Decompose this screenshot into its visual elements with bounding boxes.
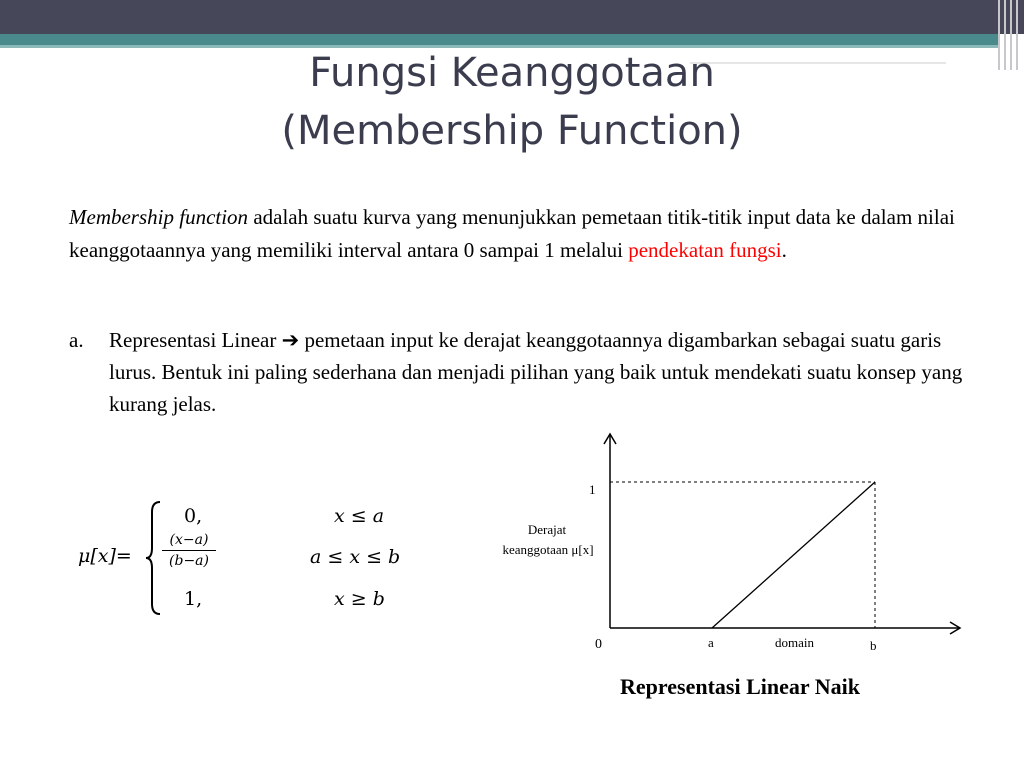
- title-line-1: Fungsi Keanggotaan: [309, 50, 715, 96]
- graph-caption: Representasi Linear Naik: [620, 674, 860, 699]
- y-axis-label-2: keanggotaan μ[x]: [502, 542, 594, 557]
- x-tick-b: b: [870, 638, 877, 653]
- case3-value: 1,: [184, 588, 203, 610]
- fraction-numerator: (x−a): [169, 532, 209, 548]
- list-item-a: [69, 324, 979, 420]
- membership-line: [712, 482, 875, 628]
- case2-fraction: [162, 532, 216, 569]
- intro-term: Membership function: [69, 205, 249, 229]
- intro-end: .: [781, 238, 787, 262]
- intro-paragraph: [69, 201, 969, 267]
- item-lead: Representasi Linear: [109, 328, 282, 352]
- intro-text: adalah suatu kurva yang menunjukkan pemetaan titik-titik input data ke dalam nilai keanggotaannya yang memiliki interval antara 0 sampai 1 melalui: [69, 205, 955, 262]
- fraction-denominator: (b−a): [169, 553, 209, 569]
- title-line-2: (Membership Function): [281, 108, 743, 154]
- linear-membership-graph: [480, 428, 970, 660]
- left-brace-icon: [144, 500, 162, 616]
- case2-condition: a ≤ x ≤ b: [310, 546, 401, 568]
- list-marker: a.: [69, 328, 84, 352]
- header-bar: [0, 0, 1024, 34]
- intro-highlight: pendekatan fungsi: [628, 238, 782, 262]
- x-axis-label: domain: [775, 635, 814, 650]
- membership-formula: [78, 500, 438, 620]
- arrow-icon: ➔: [281, 328, 300, 352]
- item-text: pemetaan input ke derajat keanggotaannya digambarkan sebagai suatu garis lurus. Bentuk ini paling sederhana dan menjadi pilihan yang baik untuk mendekati suatu konsep yang kurang jelas.: [109, 328, 963, 416]
- slide-title: [150, 44, 874, 160]
- origin-label: 0: [595, 637, 602, 652]
- formula-lhs: μ[x]=: [78, 545, 132, 567]
- case1-value: 0,: [184, 505, 203, 527]
- corner-decoration: [994, 0, 1024, 70]
- x-tick-a: a: [708, 635, 714, 650]
- case1-condition: x ≤ a: [334, 505, 385, 527]
- case3-condition: x ≥ b: [334, 588, 385, 610]
- y-axis-label-1: Derajat: [527, 522, 567, 537]
- y-tick-1: 1: [589, 482, 596, 497]
